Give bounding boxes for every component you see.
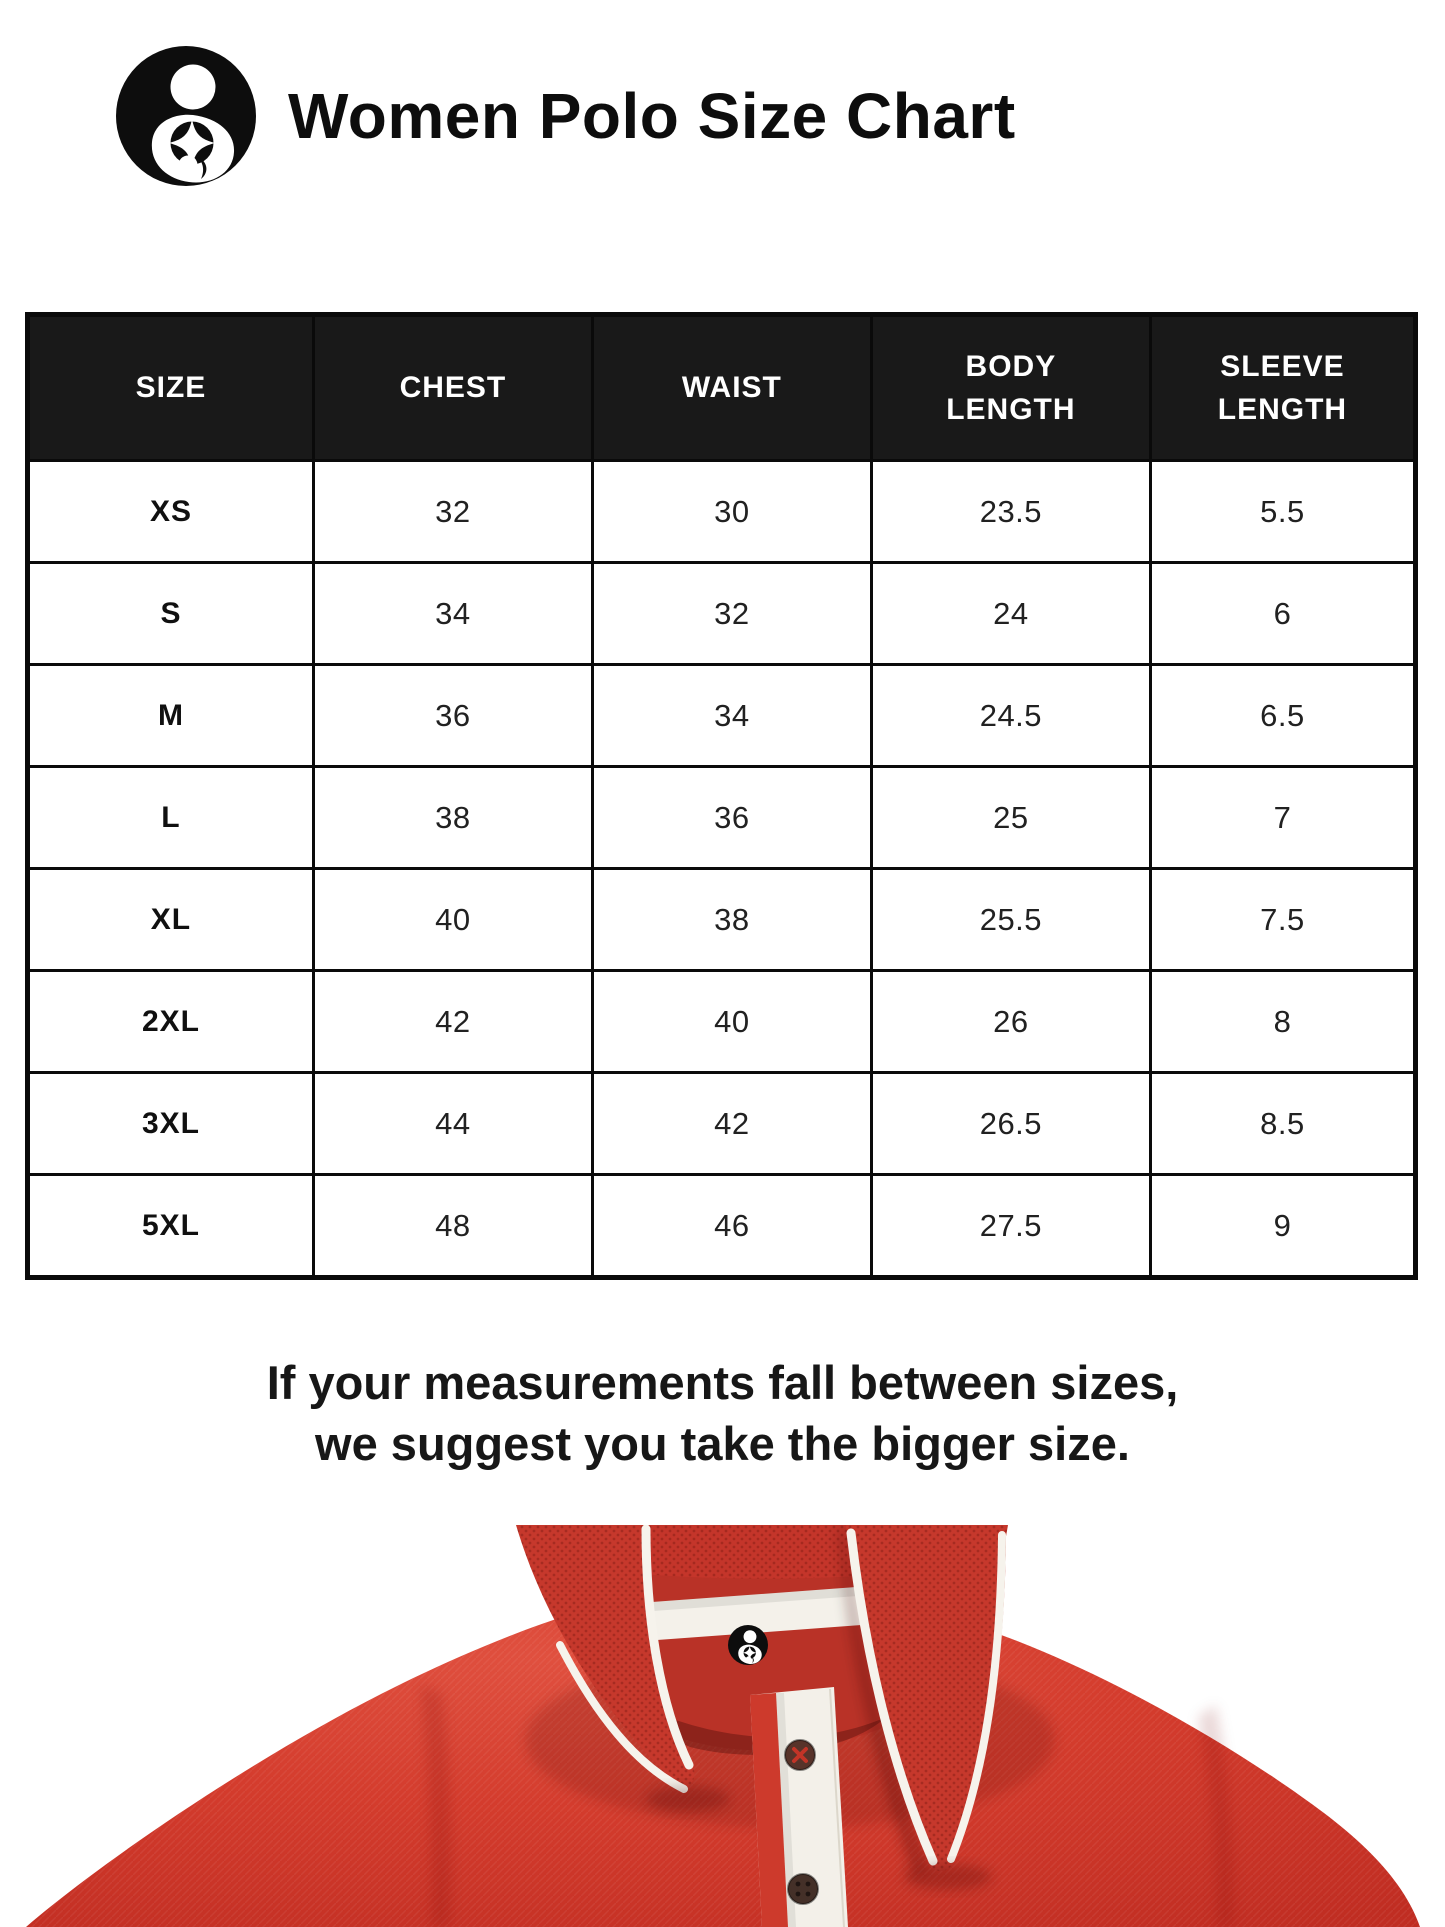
cell-sleeve-length: 6.5	[1150, 665, 1415, 767]
brand-logo-icon	[116, 46, 256, 186]
cell-size: XL	[28, 869, 314, 971]
note-line-2: we suggest you take the bigger size.	[315, 1417, 1130, 1470]
cell-chest: 36	[313, 665, 592, 767]
cell-body-length: 27.5	[871, 1175, 1150, 1278]
polo-button-bottom	[788, 1874, 818, 1904]
cell-sleeve-length: 7	[1150, 767, 1415, 869]
cell-waist: 38	[592, 869, 871, 971]
cell-waist: 32	[592, 563, 871, 665]
cell-waist: 40	[592, 971, 871, 1073]
col-header-size: SIZE	[28, 315, 314, 461]
cell-body-length: 25.5	[871, 869, 1150, 971]
cell-waist: 46	[592, 1175, 871, 1278]
cell-sleeve-length: 5.5	[1150, 461, 1415, 563]
cell-body-length: 24.5	[871, 665, 1150, 767]
size-chart-table	[25, 312, 1418, 1280]
table-row	[28, 767, 1416, 869]
cell-size: S	[28, 563, 314, 665]
sizing-note	[0, 1352, 1445, 1474]
cell-waist: 36	[592, 767, 871, 869]
cell-waist: 42	[592, 1073, 871, 1175]
cell-size: XS	[28, 461, 314, 563]
cell-sleeve-length: 8.5	[1150, 1073, 1415, 1175]
cell-chest: 40	[313, 869, 592, 971]
cell-chest: 38	[313, 767, 592, 869]
table-row	[28, 665, 1416, 767]
cell-waist: 34	[592, 665, 871, 767]
cell-sleeve-length: 8	[1150, 971, 1415, 1073]
cell-body-length: 25	[871, 767, 1150, 869]
polo-shirt-photo	[0, 1525, 1445, 1927]
cell-chest: 32	[313, 461, 592, 563]
cell-size: M	[28, 665, 314, 767]
note-line-1: If your measurements fall between sizes,	[266, 1356, 1179, 1409]
cell-size: 3XL	[28, 1073, 314, 1175]
page-title: Women Polo Size Chart	[288, 80, 1016, 152]
cell-sleeve-length: 7.5	[1150, 869, 1415, 971]
cell-size: 2XL	[28, 971, 314, 1073]
cell-body-length: 26.5	[871, 1073, 1150, 1175]
col-header-body-length: BODY LENGTH	[871, 315, 1150, 461]
table-row	[28, 461, 1416, 563]
cell-chest: 42	[313, 971, 592, 1073]
table-row	[28, 563, 1416, 665]
cell-body-length: 26	[871, 971, 1150, 1073]
table-row	[28, 1073, 1416, 1175]
neck-brand-logo-icon	[728, 1625, 768, 1665]
table-row	[28, 1175, 1416, 1278]
cell-sleeve-length: 6	[1150, 563, 1415, 665]
cell-size: 5XL	[28, 1175, 314, 1278]
cell-body-length: 24	[871, 563, 1150, 665]
col-header-waist: WAIST	[592, 315, 871, 461]
cell-size: L	[28, 767, 314, 869]
col-header-sleeve-length: SLEEVE LENGTH	[1150, 315, 1415, 461]
table-header	[28, 315, 1416, 461]
cell-sleeve-length: 9	[1150, 1175, 1415, 1278]
cell-chest: 34	[313, 563, 592, 665]
table-header-row	[28, 315, 1416, 461]
col-header-chest: CHEST	[313, 315, 592, 461]
brand-header	[116, 46, 1016, 186]
table-row	[28, 869, 1416, 971]
cell-waist: 30	[592, 461, 871, 563]
polo-button-top	[785, 1740, 815, 1770]
table-body	[28, 461, 1416, 1278]
cell-body-length: 23.5	[871, 461, 1150, 563]
table-row	[28, 971, 1416, 1073]
cell-chest: 48	[313, 1175, 592, 1278]
cell-chest: 44	[313, 1073, 592, 1175]
